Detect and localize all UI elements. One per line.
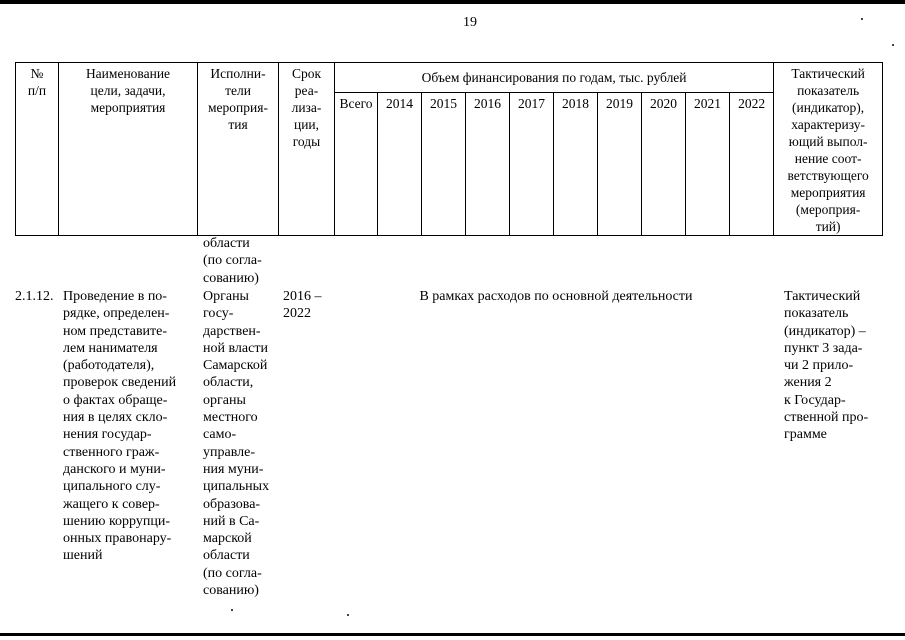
col-year-header: 2016 [466,92,510,236]
col-year-header: 2021 [686,92,730,236]
col-executors-header: Исполни- тели мероприя- тия [198,63,279,236]
col-year-header: 2018 [554,92,598,236]
col-indicator-header: Тактический показатель (индикатор), характеризу- ющий выпол- нение соот- ветствующего мероприятия (мероприя- тий) [774,63,883,236]
row-executors: Органы госу- дарствен- ной власти Самарской области, органы местного само- управле- ния муни- ципальных образова- ний в Са- марской области (по согла- сованию) [203,289,270,599]
col-name-header: Наименование цели, задачи, мероприятия [59,63,198,236]
row-indicator: Тактический показатель (индикатор) – пункт 3 зада- чи 2 прило- жения 2 к Государ- ственной про- грамме [784,289,869,443]
row-number: 2.1.12. [15,289,54,304]
col-year-header: 2019 [598,92,642,236]
scan-speck [231,609,233,611]
col-number-header: № п/п [16,63,59,236]
page-number: 19 [463,15,477,30]
row-name: Проведение в по- рядке, определен- ном представите- лем нанимателя (работодателя), проверок сведений о фактах обраще- ния в целях скло- нения государ- ственного граж- данского и муни- ципального слу- жащего к совер- шению коррупци- онных правонару- шений [63,289,177,564]
bottom-border [0,633,905,636]
col-year-header: 2014 [378,92,422,236]
scan-speck [861,18,863,20]
col-year-header: 2017 [510,92,554,236]
row-financing-note: В рамках расходов по основной деятельности [419,289,693,304]
col-year-header: 2015 [422,92,466,236]
col-term-header: Срок реа- лиза- ции, годы [279,63,335,236]
scan-speck [892,44,894,46]
col-year-header: 2022 [730,92,774,236]
col-year-header: 2020 [642,92,686,236]
row-term: 2016 – 2022 [283,289,322,322]
scan-speck [347,614,349,616]
col-financing-header: Объем финансирования по годам, тыс. рублей [335,63,774,93]
top-border [0,0,905,4]
table-header [15,62,883,236]
continuation-executors-text: области (по согла- сованию) [203,236,262,286]
col-total-header: Всего [335,92,378,236]
